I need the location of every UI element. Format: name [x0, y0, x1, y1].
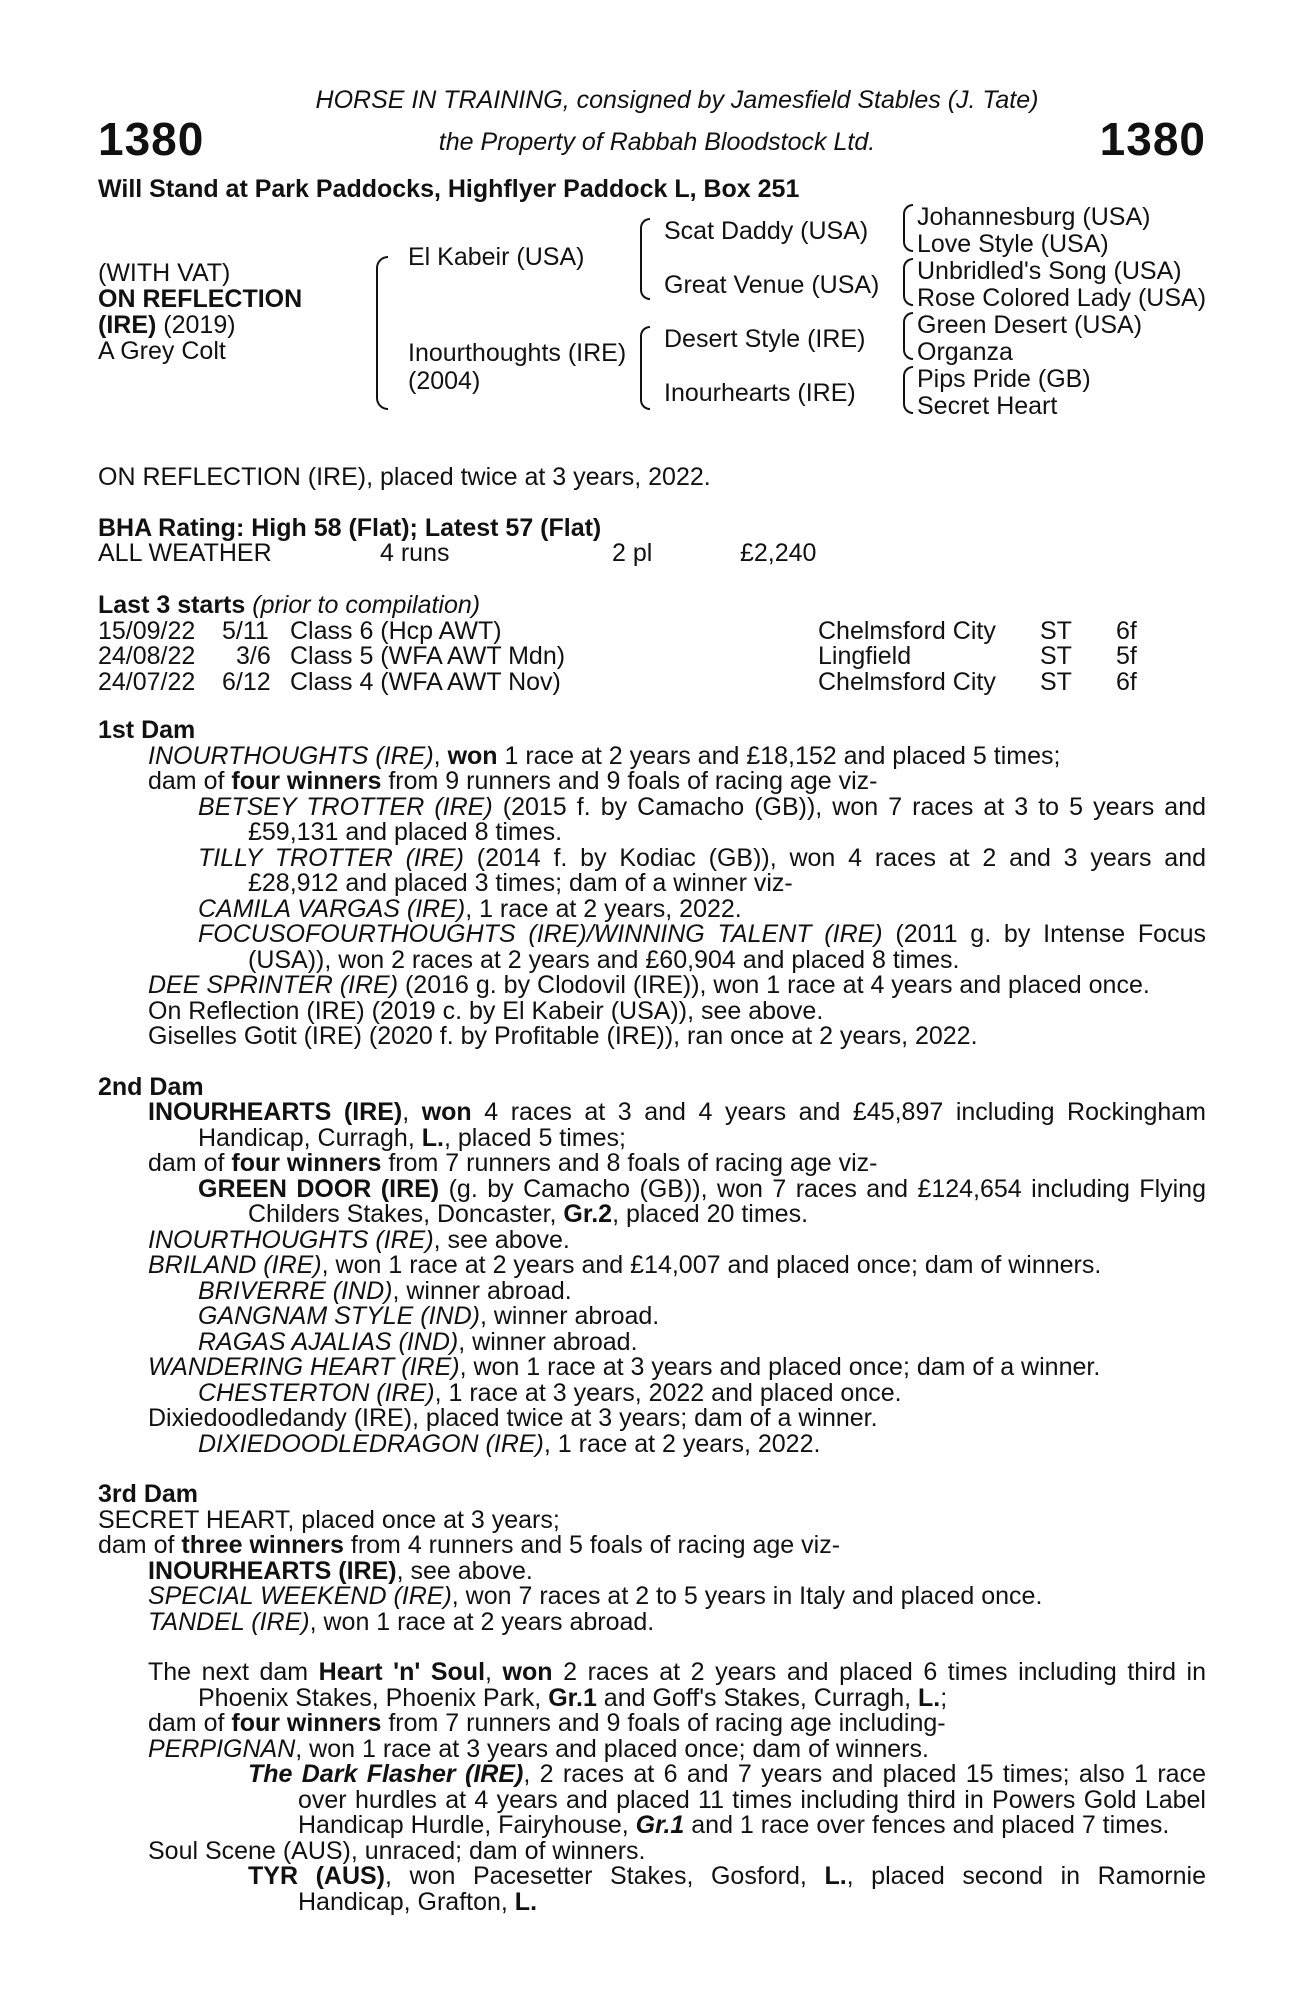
progeny-line: [98, 843, 1206, 897]
text: ,: [485, 1658, 503, 1686]
text: (2014 f. by Kodiac (GB)), won 4 races at 2 and 3 years and £28,912 and placed 3 times; dam of a winner viz-: [248, 843, 1206, 897]
progeny-name: TYR (AUS): [248, 1862, 386, 1890]
grade-label: L.: [918, 1683, 941, 1712]
pedigree-g2: Love Style (USA): [917, 230, 1109, 258]
grade-label: L.: [421, 1123, 444, 1152]
progeny-line: [98, 1734, 1206, 1763]
text: , winner abroad.: [479, 1302, 660, 1330]
text: dam of: [148, 767, 232, 795]
start-going: ST: [1040, 668, 1072, 696]
horse-name: ON REFLECTION: [98, 285, 303, 313]
start-date: 15/09/22: [98, 617, 196, 645]
won-label: won: [421, 1098, 472, 1126]
produce-line: [98, 1533, 1206, 1559]
second-dam-line: [98, 1100, 1206, 1151]
text: ,: [402, 1098, 422, 1126]
progeny-line: [98, 1327, 1206, 1356]
progeny-line: [98, 1607, 1206, 1636]
progeny-line: [98, 1355, 1206, 1381]
progeny-line: [98, 1762, 1206, 1839]
progeny-name: BRIVERRE (IND): [198, 1276, 393, 1305]
text: dam of: [98, 1531, 182, 1559]
pedigree-g3: Unbridled's Song (USA): [917, 257, 1182, 285]
start-date: 24/08/22: [98, 642, 196, 670]
progeny-line: [98, 894, 1206, 923]
dam-name: INOURHEARTS (IRE): [148, 1098, 403, 1126]
progeny-line: [98, 1253, 1206, 1279]
start-course: Chelmsford City: [818, 617, 996, 645]
progeny-line: [98, 1556, 1206, 1585]
text: , 2 races at 6 and 7 years and placed 15 times; also 1 race over hurdles at 4 years and placed 11 times including third in Powers Gold Label Handicap Hurdle, Fairyhouse,: [298, 1760, 1206, 1839]
progeny-name: TILLY TROTTER (IRE): [198, 843, 464, 872]
start-going: ST: [1040, 617, 1072, 645]
horse-year: (2019): [163, 311, 236, 339]
progeny-line: [98, 1378, 1206, 1407]
text: 1 race at 2 years and £18,152 and placed 5 times;: [497, 741, 1061, 770]
start-position: 5/11: [222, 617, 269, 645]
start-race: Class 6 (Hcp AWT): [290, 617, 502, 645]
pedigree-sire-dam: Great Venue (USA): [664, 271, 880, 299]
lot-number-left: 1380: [98, 113, 205, 165]
progeny-name: INOURHEARTS (IRE): [148, 1556, 397, 1585]
text: , 1 race at 2 years, 2022.: [465, 894, 742, 923]
race-summary: ON REFLECTION (IRE), placed twice at 3 years, 2022.: [98, 463, 711, 491]
text: (g. by Camacho (GB)), won 7 races and £124,654 including Flying Childers Stakes, Doncaster,: [248, 1174, 1206, 1228]
winners-count: four winners: [231, 1709, 382, 1737]
progeny-line: Soul Scene (AUS), unraced; dam of winners.: [148, 1836, 646, 1865]
vat-label: (WITH VAT): [98, 259, 231, 287]
progeny-name: GREEN DOOR (IRE): [198, 1174, 440, 1203]
progeny-name: The Dark Flasher (IRE): [248, 1760, 524, 1788]
text: from 4 runners and 5 foals of racing age viz-: [343, 1531, 841, 1559]
text: , won 1 race at 2 years abroad.: [309, 1607, 655, 1636]
last-starts-heading: [98, 592, 480, 618]
start-distance: 5f: [1116, 642, 1137, 670]
text: , won 1 race at 3 years and placed once; dam of winners.: [295, 1734, 929, 1763]
progeny-line: On Reflection (IRE) (2019 c. by El Kabeir (USA)), see above.: [148, 996, 824, 1025]
start-date: 24/07/22: [98, 668, 196, 696]
progeny-name: RAGAS AJALIAS (IND): [198, 1327, 459, 1356]
grade-label: Gr.1: [635, 1811, 685, 1839]
pedigree-sire: El Kabeir (USA): [408, 243, 585, 271]
third-dam-line: SECRET HEART, placed once at 3 years;: [98, 1505, 560, 1534]
start-distance: 6f: [1116, 617, 1137, 645]
progeny-line: [98, 792, 1207, 846]
progeny-name: GANGNAM STYLE (IND): [198, 1302, 480, 1330]
progeny-name: DIXIEDOODLEDRAGON (IRE): [198, 1429, 544, 1458]
horse-description: A Grey Colt: [98, 337, 226, 365]
progeny-line: Giselles Gotit (IRE) (2020 f. by Profitable (IRE)), ran once at 2 years, 2022.: [148, 1022, 978, 1050]
text: dam of: [148, 1149, 232, 1177]
pedigree-g4: Rose Colored Lady (USA): [917, 284, 1207, 312]
progeny-name: CHESTERTON (IRE): [198, 1378, 435, 1407]
pedigree-dam-sire: Desert Style (IRE): [664, 325, 866, 353]
start-position: 6/12: [222, 668, 271, 696]
text: (2015 f. by Camacho (GB)), won 7 races at 3 to 5 years and £59,131 and placed 8 times.: [248, 792, 1207, 846]
last-starts-title: Last 3 starts: [98, 591, 246, 619]
text: from 7 runners and 9 foals of racing age including-: [381, 1709, 946, 1737]
pedigree-g1: Johannesburg (USA): [917, 203, 1151, 231]
rating-placed: 2 pl: [612, 539, 653, 567]
pedigree-g8: Secret Heart: [917, 392, 1058, 420]
text: 4 races at 3 and 4 years and £45,897 including Rockingham Handicap, Curragh,: [198, 1098, 1206, 1152]
pedigree-dam-dam: Inourhearts (IRE): [664, 379, 856, 407]
text: , winner abroad.: [458, 1327, 638, 1356]
rating-earnings: £2,240: [740, 539, 817, 567]
pedigree-g6: Organza: [917, 338, 1013, 366]
text: , winner abroad.: [392, 1276, 572, 1305]
won-label: won: [502, 1658, 553, 1686]
horse-name-line2: [98, 312, 236, 338]
progeny-line: [98, 922, 1206, 973]
third-dam-heading: 3rd Dam: [98, 1480, 199, 1508]
progeny-name: INOURTHOUGHTS (IRE): [148, 1225, 434, 1254]
brace-g3: [903, 312, 913, 360]
progeny-line: [98, 1429, 1206, 1458]
text: , placed second in Ramornie Handicap, Grafton,: [298, 1862, 1206, 1916]
grade-label: Gr.1: [548, 1683, 597, 1712]
dam-name: INOURTHOUGHTS (IRE): [148, 741, 434, 770]
property-line: the Property of Rabbah Bloodstock Ltd.: [438, 128, 876, 156]
progeny-name: SPECIAL WEEKEND (IRE): [148, 1582, 452, 1610]
produce-line: [98, 769, 1206, 795]
progeny-name: TANDEL (IRE): [148, 1607, 310, 1636]
pedigree-g7: Pips Pride (GB): [917, 365, 1091, 393]
brace-g1: [903, 204, 913, 252]
text: , won 7 races at 2 to 5 years in Italy and placed once.: [451, 1582, 1043, 1610]
progeny-line: [98, 1304, 1206, 1330]
second-dam-heading: 2nd Dam: [98, 1072, 204, 1101]
rating-surface: ALL WEATHER: [98, 539, 272, 567]
text: , won 1 race at 3 years and placed once; dam of a winner.: [459, 1353, 1101, 1381]
brace-g2: [903, 258, 913, 306]
progeny-line: [98, 1864, 1206, 1915]
winners-count: four winners: [231, 767, 382, 795]
text: , placed 5 times;: [443, 1123, 626, 1152]
pedigree-sire-sire: Scat Daddy (USA): [664, 217, 869, 245]
horse-country: (IRE): [98, 311, 157, 339]
start-position: 3/6: [236, 642, 271, 670]
text: , placed 20 times.: [612, 1200, 809, 1228]
progeny-line: [98, 1174, 1206, 1228]
grade-label: Gr.2: [563, 1200, 613, 1228]
text: from 7 runners and 8 foals of racing age viz-: [381, 1149, 878, 1177]
text: , see above.: [433, 1225, 570, 1254]
start-going: ST: [1040, 642, 1072, 670]
progeny-name: CAMILA VARGAS (IRE): [198, 894, 466, 923]
progeny-name: BRILAND (IRE): [148, 1251, 322, 1279]
text: dam of: [148, 1709, 232, 1737]
winners-count: three winners: [181, 1531, 344, 1559]
produce-line: [98, 1711, 1206, 1737]
winners-count: four winners: [231, 1149, 382, 1177]
text: , won Pacesetter Stakes, Gosford,: [385, 1862, 825, 1890]
text: , 1 race at 2 years, 2022.: [543, 1429, 821, 1458]
progeny-line: [98, 1276, 1206, 1305]
text: , 1 race at 3 years, 2022 and placed once.: [434, 1378, 902, 1407]
pedigree-g5: Green Desert (USA): [917, 311, 1143, 339]
progeny-line: [98, 1225, 1206, 1254]
pedigree-dam: Inourthoughts (IRE): [408, 339, 627, 367]
brace-g4: [903, 366, 913, 414]
text: (2016 g. by Clodovil (IRE)), won 1 race at 4 years and placed once.: [398, 971, 1150, 999]
produce-record: [98, 718, 1206, 1915]
progeny-line: Dixiedoodledandy (IRE), placed twice at 3 years; dam of a winner.: [148, 1404, 878, 1432]
grade-label: L.: [824, 1862, 847, 1890]
progeny-name: BETSEY TROTTER (IRE): [198, 792, 493, 821]
won-label: won: [447, 741, 498, 770]
start-course: Chelmsford City: [818, 668, 996, 696]
sire-brace: [640, 218, 650, 300]
text: from 9 runners and 9 foals of racing age viz-: [381, 767, 878, 795]
text: (2011 g. by Intense Focus (USA)), won 2 races at 2 years and £60,904 and placed 8 times.: [248, 920, 1206, 974]
text: , won 1 race at 2 years and £14,007 and placed once; dam of winners.: [321, 1251, 1102, 1279]
start-distance: 6f: [1116, 668, 1137, 696]
pedigree-dam-year: (2004): [408, 367, 481, 395]
dam-brace: [640, 326, 650, 410]
pedigree-main-brace: [376, 256, 388, 410]
progeny-name: FOCUSOFOURTHOUGHTS (IRE)/WINNING TALENT (IRE): [198, 920, 883, 948]
dam-name: Heart 'n' Soul: [318, 1658, 486, 1686]
rating-runs: 4 runs: [380, 539, 450, 567]
grade-label: L.: [514, 1887, 538, 1916]
progeny-line: [98, 1584, 1206, 1610]
first-dam-heading: 1st Dam: [98, 716, 196, 744]
start-race: Class 4 (WFA AWT Nov): [290, 668, 561, 696]
produce-line: [98, 1151, 1206, 1177]
progeny-line: [98, 973, 1206, 999]
text: and Goff's Stakes, Curragh,: [596, 1683, 919, 1712]
progeny-name: WANDERING HEART (IRE): [148, 1353, 460, 1381]
progeny-name: DEE SPRINTER (IRE): [148, 971, 399, 999]
consignor-line: HORSE IN TRAINING, consigned by Jamesfield Stables (J. Tate): [315, 86, 1039, 114]
start-course: Lingfield: [818, 642, 912, 670]
text: 2 races at 2 years and placed 6 times including third in Phoenix Stakes, Phoenix Park,: [198, 1658, 1206, 1712]
next-dam-line: [98, 1660, 1206, 1711]
stable-location: Will Stand at Park Paddocks, Highflyer Paddock L, Box 251: [98, 175, 800, 203]
text: , see above.: [396, 1556, 533, 1585]
text: The next dam: [148, 1658, 319, 1686]
start-race: Class 5 (WFA AWT Mdn): [290, 642, 566, 670]
text: and 1 race over fences and placed 7 times.: [684, 1811, 1170, 1839]
last-starts-note: (prior to compilation): [252, 591, 481, 619]
first-dam-line: [98, 741, 1206, 770]
bha-rating: BHA Rating: High 58 (Flat); Latest 57 (Flat): [98, 514, 602, 542]
lot-number-right: 1380: [1099, 113, 1206, 165]
progeny-name: PERPIGNAN: [148, 1734, 296, 1763]
text: ,: [433, 741, 448, 770]
text: ;: [940, 1683, 948, 1712]
